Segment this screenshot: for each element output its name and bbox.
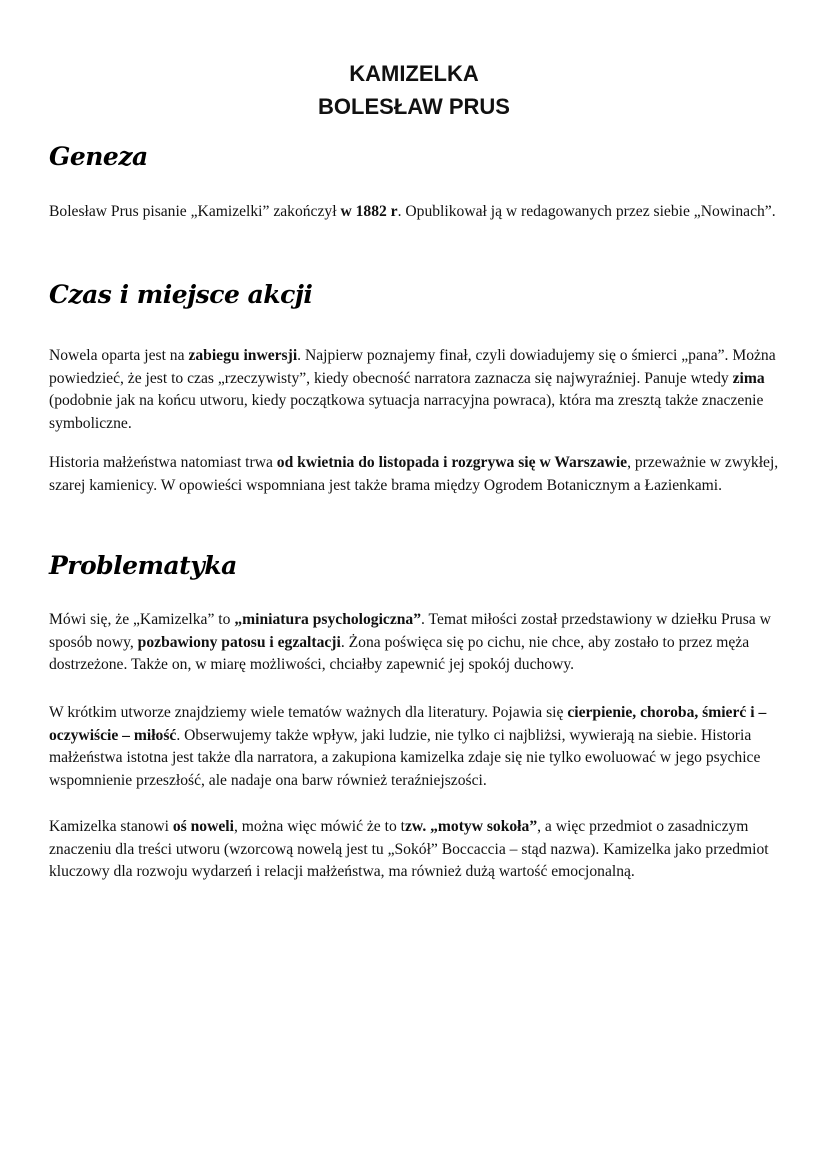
bold-text: od kwietnia do listopada i rozgrywa się w Warszawie bbox=[276, 454, 628, 471]
document-title bbox=[0, 57, 828, 123]
paragraph bbox=[49, 816, 789, 884]
section-heading-czas-i-miejsce: Czas i miejsce akcji bbox=[49, 280, 313, 309]
text-run: . Żona poświęca się po cichu, nie chce, aby zostało to przez męża dostrzeżone. Także on, w miarę możliwości, chciałby zapewnić jej spokój duchowy. bbox=[49, 633, 750, 673]
text-run: Kamizelka stanowi bbox=[49, 818, 173, 835]
text-run: Historia małżeństwa natomiast trwa bbox=[49, 454, 277, 471]
paragraph bbox=[49, 609, 789, 677]
text-run: . Najpierw poznajemy finał, czyli dowiadujemy się o śmierci „pana”. Można powiedzieć, że jest to czas „rzeczywisty”, kiedy obecność narratora zaznacza się najwyraźniej. Panuje wtedy bbox=[49, 347, 776, 387]
section-heading-problematyka: Problematyka bbox=[49, 551, 237, 580]
section-heading-geneza: Geneza bbox=[49, 142, 148, 171]
bold-text: zabiegu inwersji bbox=[188, 347, 298, 364]
text-run: . Opublikował ją w redagowanych przez siebie „Nowinach”. bbox=[397, 203, 776, 220]
paragraph bbox=[49, 201, 789, 224]
bold-text: pozbawiony patosu i egzaltacji bbox=[137, 633, 341, 651]
text-run: , można więc mówić że to t bbox=[233, 818, 405, 835]
paragraph bbox=[49, 452, 789, 497]
paragraph bbox=[49, 702, 789, 792]
text-run: Mówi się, że „Kamizelka” to bbox=[49, 611, 235, 628]
bold-text: oś noweli bbox=[172, 818, 234, 835]
text-run: . Obserwujemy także wpływ, jaki ludzie, nie tylko ci najbliżsi, wywierają na siebie. Historia małżeństwa istotna jest także dla narratora, a zakupiona kamizelka zdaje się nie tylko ewoluować w jego psychice wspomnienie przeszłość, ale nadaje ona barw również teraźniejszości. bbox=[49, 726, 761, 789]
title-line-1: KAMIZELKA bbox=[349, 61, 479, 86]
title-line-2: BOLESŁAW PRUS bbox=[318, 94, 510, 119]
bold-text: cierpienie, choroba, śmierć i – oczywiście – miłość bbox=[49, 704, 767, 744]
bold-text: „miniatura psychologiczna” bbox=[234, 611, 422, 628]
text-run: . Temat miłości został przedstawiony w dziełku Prusa w sposób nowy, bbox=[49, 611, 771, 651]
bold-text: w 1882 r bbox=[340, 203, 398, 220]
paragraph bbox=[49, 345, 789, 435]
bold-text: zw. „motyw sokoła” bbox=[405, 818, 538, 835]
text-run: (podobnie jak na końcu utworu, kiedy początkowa sytuacja narracyjna powraca), która ma zresztą także znaczenie symboliczne. bbox=[49, 392, 764, 432]
text-run: Bolesław Prus pisanie „Kamizelki” zakończył bbox=[49, 203, 341, 220]
text-run: W krótkim utworze znajdziemy wiele tematów ważnych dla literatury. Pojawia się bbox=[49, 704, 568, 721]
text-run: , przeważnie w zwykłej, szarej kamienicy. W opowieści wspomniana jest także brama między Ogrodem Botanicznym a Łazienkami. bbox=[49, 454, 779, 494]
text-run: , a więc przedmiot o zasadniczym znaczeniu dla treści utworu (wzorcową nowelą jest tu „Sokół” Boccaccia – stąd nazwa). Kamizelka jako przedmiot kluczowy dla rozwoju wydarzeń i relacji małżeństwa, ma również dużą wartość emocjonalną. bbox=[49, 818, 769, 880]
bold-text: zima bbox=[732, 369, 765, 387]
text-run: Nowela oparta jest na bbox=[49, 347, 189, 364]
